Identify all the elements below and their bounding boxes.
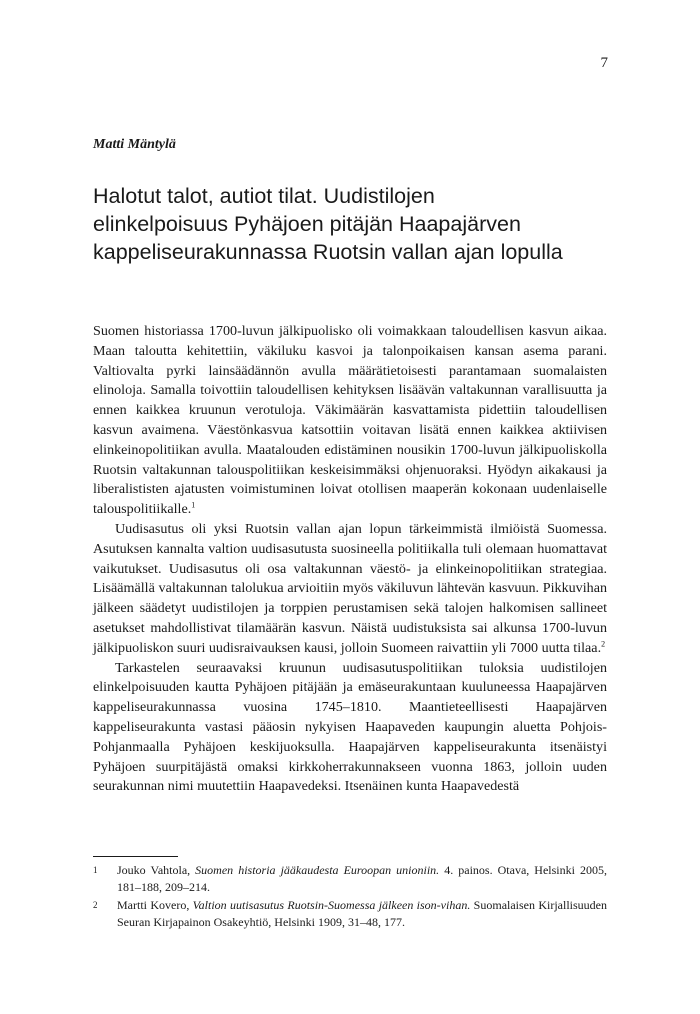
article-title: [93, 182, 613, 266]
author-name: Matti Mäntylä: [93, 137, 176, 152]
footnotes: [93, 862, 607, 932]
footnote-work-title: Valtion uutisasutus Ruotsin-Suomessa jälkeen ison-vihan.: [192, 898, 471, 912]
footnote-ref-2[interactable]: 2: [601, 639, 606, 649]
footnote-author: Jouko Vahtola,: [117, 863, 196, 877]
body-text: [93, 322, 607, 797]
footnote-work-title: Suomen historia jääkaudesta Euroopan unioniin.: [195, 863, 440, 877]
footnote-details: Suomalaisen Kirjallisuuden Seuran Kirjapainon Osakeyhtiö, Helsinki 1909, 31–48, 177.: [117, 898, 607, 929]
paragraph-text: Uudisasutus oli yksi Ruotsin vallan ajan lopun tärkeimmistä ilmiöistä Suomessa. Asutuksen kannalta valtion uudisasutusta suosineella politiikalla tuli olemaan huomattavat vaikutukset. Uudisasutus oli osa valtakunnan väestö- ja elinkeinopolitiikan strategiaa. Lisäämällä valtakunnan talolukua arvioitiin myös väkiluvun lähtevän kasvuun. Pikkuvihan jälkeen säädetyt uudistilojen ja torppien perustamisen sekä talojen halkomisen sallineet asetukset mahdollistivat tilamäärän kasvun. Näistä uudistuksista sai alkunsa 1700-luvun jälkipuoliskon suuri uudisraivauksen kausi, jolloin Suomeen raivattiin yli 7000 uutta tilaa.: [93, 520, 607, 656]
paragraph-text: Suomen historiassa 1700-luvun jälkipuolisko oli voimakkaan taloudellisen kasvun aikaa. Maan taloutta kehitettiin, väkiluku kasvoi ja talonpoikaisen kansan asema parani. Valtiovalta pyrki lainsäädännön avulla määrätietoisesti parantamaan suomalaisten elinoloja. Samalla toivottiin taloudellisen kehityksen lisäävän valtakunnan varallisuutta ja ennen kaikkea kruunun verotuloja. Väkimäärän kasvattamista pidettiin taloudellisen kasvun avaimena. Väestönkasvua katsottiin voitavan lisätä ennen kaikkea aktiivisen elinkeinopolitiikan avulla. Maatalouden edistäminen nousikin 1700-luvun jälkipuoliskolla Ruotsin valtakunnan talouspolitiikan keskeisimmäksi ohjenuoraksi. Hyödyn aikakausi ja liberalististen ajatusten voimistuminen loivat otollisen maaperän kokonaan uudenlaiselle talouspolitiikalle.: [93, 323, 607, 518]
paragraph-text: Tarkastelen seuraavaksi kruunun uudisasutuspolitiikan tuloksia uudistilojen elinkelpoisuuden kautta Pyhäjoen pitäjään ja emäseurakuntaan kuuluneessa Haapajärven kappeliseurakunnassa vuosina 1745–1810. Maantieteellisesti Haapajärven kappeliseurakunta vastasi pääosin nykyisen Haapaveden kaupungin aluetta Pohjois-Pohjanmaalla Pyhäjoen keskijuoksulla. Haapajärven kappeliseurakunta itsenäistyi Pyhäjoen suurpitäjästä omaksi kirkkoherrakunnakseen vuonna 1863, jolloin uuden seurakunnan nimi muutettiin Haapavedeksi. Itsenäinen kunta Haapavedestä: [93, 659, 607, 795]
footnote-ref-1[interactable]: 1: [191, 500, 196, 510]
footnote-2: [93, 897, 607, 931]
title-line-1: Halotut talot, autiot tilat. Uudistilojen: [93, 184, 435, 208]
paragraph-2: [93, 520, 607, 659]
footnote-author: Martti Kovero,: [117, 898, 193, 912]
footnote-separator: [93, 856, 178, 857]
footnote-number: 2: [93, 900, 98, 910]
page-number: 7: [600, 55, 608, 71]
footnote-details: 4. painos. Otava, Helsinki 2005, 181–188, 209–214.: [117, 863, 607, 894]
paragraph-1: [93, 322, 607, 520]
title-line-2: elinkelpoisuus Pyhäjoen pitäjän Haapajärven: [93, 212, 521, 236]
paragraph-3: [93, 659, 607, 798]
footnote-1: [93, 862, 607, 896]
title-line-3: kappeliseurakunnassa Ruotsin vallan ajan lopulla: [93, 240, 563, 264]
footnote-number: 1: [93, 865, 98, 875]
